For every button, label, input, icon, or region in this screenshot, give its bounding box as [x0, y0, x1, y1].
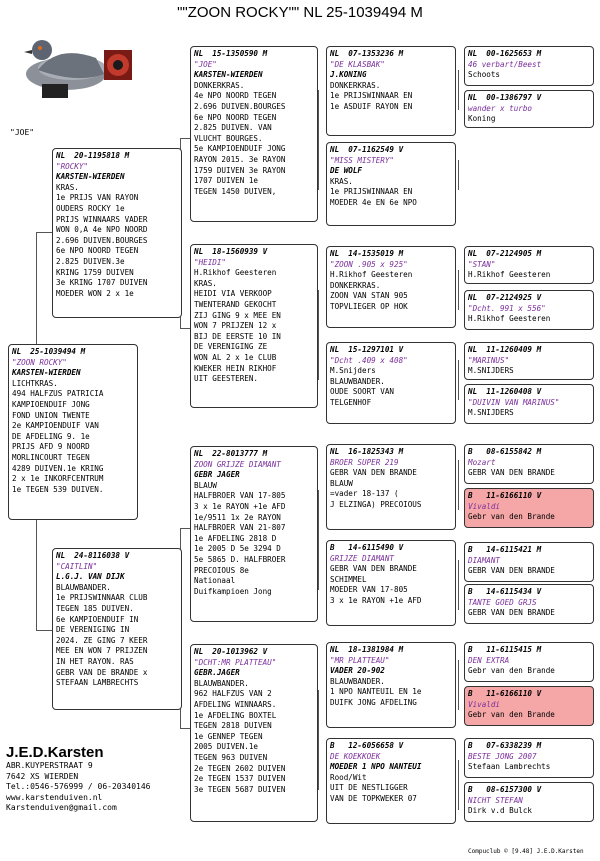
pedigree-line: 2e TEGEN 1537 DUIVEN [194, 774, 286, 784]
connector-line [180, 728, 190, 729]
pigeon-name: NICHT STEFAN [468, 795, 523, 805]
connector-line [318, 290, 319, 380]
breeder-info [6, 744, 151, 814]
pedigree-line: 1759 DUIVEN 3e RAYON [194, 165, 286, 175]
pedigree-line: Duifkampioen Jong [194, 586, 272, 596]
pedigree-line: FOND UNION TWENTE [12, 410, 90, 420]
pigeon-name: "ZOON ROCKY" [12, 357, 67, 367]
pedigree-line: ZOON VAN STAN 905 [330, 291, 408, 301]
pedigree-line: DE VERENIGING IN [56, 625, 130, 635]
pedigree-line: KAMPIOENDUIF JONG [12, 399, 90, 409]
pedigree-line: 1e 2005 D 5e 3294 D [194, 544, 281, 554]
ring-number: NL 24-8116038 V [56, 551, 130, 560]
pedigree-line: 4289 DUIVEN.1e KRING [12, 463, 104, 473]
pigeon-card-sd[interactable] [190, 244, 318, 408]
ring-number: NL 20-1195818 M [56, 151, 130, 160]
pigeon-card-g2[interactable] [464, 90, 594, 128]
pedigree-line: IN HET RAYON. RAS [56, 656, 134, 666]
pedigree-line: DE VERENIGING ZE [194, 342, 268, 352]
pigeon-name: DE KOEKKOEK [330, 751, 381, 761]
pigeon-owner: VADER 20-902 [330, 666, 385, 676]
pedigree-line: VAN DE TOPKWEKER 07 [330, 793, 417, 803]
pedigree-line: 3e TEGEN 5687 DUIVEN [194, 784, 286, 794]
pedigree-line: 6e KAMPIOENDUIF IN [56, 614, 139, 624]
pigeon-card-dd[interactable] [190, 644, 318, 822]
pigeon-owner: Gebr van den Brande [468, 666, 555, 676]
pedigree-line: MOEDER WON 2 x 1e [56, 288, 134, 298]
footer-credit: Compuclub © [9.48] J.E.D.Karsten [468, 848, 584, 855]
pigeon-owner: MOEDER 1 NPO NANTEUI [330, 762, 422, 772]
pedigree-line: OUDERS ROCKY 1e [56, 203, 125, 213]
ring-number: NL 25-1039494 M [12, 347, 86, 356]
pigeon-name: Vivaldi [468, 699, 501, 709]
breeder-city: 7642 XS WIERDEN [6, 771, 79, 781]
breeder-phone: Tel.:0546-576999 / 06-20340146 [6, 782, 151, 791]
pedigree-line: 2024. ZE GING 7 KEER [56, 635, 148, 645]
ring-number: NL 00-1625653 M [468, 49, 542, 58]
pigeon-owner: L.G.J. VAN DIJK [56, 572, 125, 582]
pedigree-line: TEGEN 185 DUIVEN. [56, 603, 134, 613]
pigeon-card-g14[interactable] [464, 782, 594, 822]
connector-line [458, 160, 459, 190]
ring-number: B 14-6115434 V [468, 587, 542, 596]
pedigree-line: MEE EN WON 7 PRIJZEN [56, 646, 148, 656]
pigeon-owner: M.Snijders [330, 366, 376, 376]
pedigree-line: SCHIMMEL [330, 574, 367, 584]
connector-line [458, 270, 459, 310]
pedigree-line: 1e PRIJS VAN RAYON [56, 193, 139, 203]
pigeon-owner: H.Rikhof Geesteren [194, 268, 277, 278]
pedigree-line: HALFBROER VAN 21-807 [194, 523, 286, 533]
pedigree-line: MOEDER VAN 17-805 [330, 585, 408, 595]
pigeon-owner: GEBR VAN DEN BRANDE [330, 468, 417, 478]
ring-number: NL 07-2124905 M [468, 249, 542, 258]
pedigree-line: 1e AFDELING BOXTEL [194, 710, 277, 720]
pedigree-line: 1e AFDELING 2818 D [194, 533, 277, 543]
pigeon-owner: Koning [468, 114, 496, 124]
pedigree-line: KRAS. [194, 278, 217, 288]
ring-number: NL 07-1353236 M [330, 49, 404, 58]
pigeon-name: "HEIDI" [194, 257, 227, 267]
pedigree-line: WON AL 2 x 1e CLUB [194, 352, 277, 362]
connector-line [36, 232, 52, 233]
pedigree-line: BLAUW [194, 480, 217, 490]
pedigree-line: 1 NPO NANTEUIL EN 1e [330, 687, 422, 697]
pedigree-line: DUIFK JONG AFDELING [330, 697, 417, 707]
pigeon-owner: GEBR JAGER [194, 470, 240, 480]
pigeon-card-ss[interactable] [190, 46, 318, 222]
pedigree-line: 2005 DUIVEN.1e [194, 742, 259, 752]
pedigree-line: ZIJ GING 9 x MEE EN [194, 310, 281, 320]
connector-line [36, 550, 37, 630]
pedigree-line: BIJ DE EERSTE 10 IN [194, 331, 281, 341]
pigeon-owner: Gebr van den Brande [468, 710, 555, 720]
pedigree-line: DONKERKRAS. [330, 80, 381, 90]
pigeon-name: "ZOON .905 x 925" [330, 259, 408, 269]
pedigree-line: PRIJS AFD 9 NOORD [12, 442, 90, 452]
pigeon-card-g13[interactable] [464, 738, 594, 778]
pigeon-card-g12[interactable] [464, 686, 594, 726]
pedigree-line: 1707 DUIVEN 1e [194, 176, 259, 186]
pedigree-line: WON 0,A 4e NPO NOORD [56, 225, 148, 235]
pedigree-line: Rood/Wit [330, 772, 367, 782]
pigeon-name: DEN EXTRA [468, 655, 510, 665]
pedigree-line: TEGEN 2818 DUIVEN [194, 721, 272, 731]
pedigree-line: BLAUW [330, 478, 353, 488]
pigeon-card-dds[interactable] [326, 642, 456, 728]
ring-number: NL 00-1386797 V [468, 93, 542, 102]
sire-nickname-tag: "JOE" [10, 128, 35, 137]
connector-line [180, 328, 190, 329]
pedigree-line: 1e PRIJSWINNAAR CLUB [56, 593, 148, 603]
pedigree-line: 3 x 1e RAYON +1e AFD [330, 595, 422, 605]
pedigree-line: MOEDER 4e EN 6e NPO [330, 197, 417, 207]
breeder-address: ABR.KUYPERSTRAAT 9 [6, 761, 93, 770]
pigeon-name: TANTE GOED GRJS [468, 597, 537, 607]
pedigree-line: 2e KAMPIOENDUIF VAN [12, 421, 99, 431]
pedigree-line: 1e ASDUIF RAYON EN [330, 101, 413, 111]
pedigree-line: UIT DE NESTLIGGER [330, 783, 408, 793]
pigeon-owner: GEBR VAN DEN BRANDE [468, 468, 555, 478]
pigeon-card-dam[interactable] [52, 548, 182, 710]
pigeon-card-sdd[interactable] [326, 342, 456, 424]
ring-number: B 12-6056658 V [330, 741, 404, 750]
pigeon-name: ZOON GRIJZE DIAMANT [194, 459, 281, 469]
pedigree-line: J ELZINGA) PRECOIOUS [330, 499, 422, 509]
pedigree-line: 2 x 1e INKORFCENTRUM [12, 474, 104, 484]
pigeon-name: GRIJZE DIAMANT [330, 553, 395, 563]
pigeon-name: 46 verbart/Beest [468, 59, 542, 69]
pigeon-owner: H.Rikhof Geesteren [330, 270, 413, 280]
pedigree-line: =vader 18-137 ( [330, 489, 399, 499]
pigeon-card-sds[interactable] [326, 246, 456, 328]
connector-line [318, 90, 319, 190]
pigeon-name: BESTE JONG 2007 [468, 751, 537, 761]
ring-number: NL 16-1825343 M [330, 447, 404, 456]
pigeon-name: BROER SUPER 219 [330, 457, 399, 467]
pedigree-line: DONKERKRAS. [194, 80, 245, 90]
pigeon-owner: GEBR VAN DEN BRANDE [330, 564, 417, 574]
pedigree-line: 5e 5865 D. HALFBROER [194, 554, 286, 564]
pigeon-owner: KARSTEN-WIERDEN [56, 172, 125, 182]
ring-number: NL 22-8013777 M [194, 449, 268, 458]
pedigree-line: TWENTERAND GEKOCHT [194, 299, 277, 309]
pedigree-line: VLUCHT BOURGES. [194, 133, 263, 143]
pigeon-card-dsd[interactable] [326, 540, 456, 626]
pedigree-line: 1e PRIJSWINNAAR EN [330, 91, 413, 101]
pigeon-owner: Stefaan Lambrechts [468, 762, 551, 772]
connector-line [458, 460, 459, 510]
pedigree-line: 962 HALFZUS VAN 2 [194, 689, 272, 699]
connector-line [458, 70, 459, 110]
pedigree-line: Nationaal [194, 576, 236, 586]
pigeon-card-g3[interactable] [464, 246, 594, 284]
breeder-website-link[interactable]: www.karstenduiven.nl [6, 792, 103, 802]
pigeon-owner: DE WOLF [330, 166, 363, 176]
connector-line [36, 630, 52, 631]
pigeon-owner: H.Rikhof Geesteren [468, 270, 551, 280]
pigeon-name: wander x turbo [468, 103, 533, 113]
ring-number: NL 11-1260408 V [468, 387, 542, 396]
pedigree-line: 2.696 DUIVEN.BOURGES [194, 101, 286, 111]
pedigree-line: GEBR VAN DE BRANDE x [56, 667, 148, 677]
ring-number: B 11-6115415 M [468, 645, 542, 654]
pigeon-owner: Schoots [468, 70, 501, 80]
ring-number: NL 18-1560939 V [194, 247, 268, 256]
pedigree-line: 4e NPO NOORD TEGEN [194, 91, 277, 101]
pedigree-line: 2.825 DUIVEN.3e [56, 256, 125, 266]
pigeon-card-subject[interactable] [8, 344, 138, 520]
pigeon-name: "DE KLASBAK" [330, 59, 385, 69]
pigeon-logo [8, 14, 136, 100]
pedigree-line: HALFBROER VAN 17-805 [194, 491, 286, 501]
pedigree-line: RAYON 2015. 3e RAYON [194, 154, 286, 164]
pigeon-name: "Dcht. 991 x 556" [468, 303, 546, 313]
pigeon-name: "JOE" [194, 59, 217, 69]
pigeon-owner: GEBR.JAGER [194, 668, 240, 678]
ring-number: B 07-6338239 M [468, 741, 542, 750]
pigeon-owner: GEBR VAN DEN BRANDE [468, 608, 555, 618]
pedigree-line: PRECOIOUS 8e [194, 565, 249, 575]
pigeon-card-g10[interactable] [464, 584, 594, 624]
pedigree-line: UIT GEESTEREN. [194, 374, 259, 384]
connector-line [458, 760, 459, 810]
breeder-name: J.E.D.Karsten [6, 744, 104, 761]
pigeon-card-g6[interactable] [464, 384, 594, 424]
pedigree-line: TEGEN 963 DUIVEN [194, 752, 268, 762]
ring-number: NL 07-2124925 V [468, 293, 542, 302]
pigeon-owner: M.SNIJDERS [468, 408, 514, 418]
pigeon-owner: KARSTEN-WIERDEN [194, 70, 263, 80]
pedigree-line: BLAUWBANDER. [56, 582, 111, 592]
pigeon-name: "MR PLATTEAU" [330, 655, 390, 665]
ring-number: B 14-6115490 V [330, 543, 404, 552]
pigeon-name: "MISS MISTERY" [330, 155, 395, 165]
pedigree-line: AFDELING WINNAARS. [194, 699, 277, 709]
pedigree-line: BLAUWBANDER. [194, 678, 249, 688]
pedigree-line: KRING 1759 DUIVEN [56, 267, 134, 277]
pedigree-line: PRIJS WINNAARS VADER [56, 214, 148, 224]
pigeon-card-g11[interactable] [464, 642, 594, 682]
pedigree-line: 3e KRING 1707 DUIVEN [56, 278, 148, 288]
pedigree-line: KWEKER HEIN RIKHOF [194, 363, 277, 373]
pedigree-line: KRAS. [56, 182, 79, 192]
pedigree-line: HEIDI VIA VERKOOP [194, 289, 272, 299]
connector-line [180, 528, 190, 529]
pedigree-line: BLAUWBANDER. [330, 376, 385, 386]
pedigree-line: TEGEN 1450 DUIVEN, [194, 186, 277, 196]
pigeon-card-g9[interactable] [464, 542, 594, 582]
pedigree-line: STEFAAN LAMBRECHTS [56, 678, 139, 688]
pedigree-line: 3 x 1e RAYON +1e AFD [194, 501, 286, 511]
pedigree-line: KRAS. [330, 176, 353, 186]
pigeon-owner: Dirk v.d Bulck [468, 806, 533, 816]
pigeon-card-ds[interactable] [190, 446, 318, 622]
pigeon-owner: Gebr van den Brande [468, 512, 555, 522]
pigeon-name: "DUIVIN VAN MARINUS" [468, 397, 560, 407]
ring-number: NL 18-1381984 M [330, 645, 404, 654]
connector-line [458, 360, 459, 400]
pigeon-owner: J.KONING [330, 70, 367, 80]
connector-line [458, 660, 459, 710]
pigeon-name: DIAMANT [468, 555, 501, 565]
pigeon-name: "Dcht .409 x 408" [330, 355, 408, 365]
connector-line [318, 690, 319, 790]
ring-number: NL 15-1350590 M [194, 49, 268, 58]
pedigree-line: 2.696 DUIVEN.BOURGES [56, 235, 148, 245]
page-title: ""ZOON ROCKY"" NL 25-1039494 M [177, 4, 423, 21]
pigeon-owner: H.Rikhof Geesteren [468, 314, 551, 324]
ring-number: B 11-6166110 V [468, 491, 542, 500]
pedigree-line: LICHTKRAS. [12, 378, 58, 388]
pigeon-card-dss[interactable] [326, 444, 456, 530]
pigeon-owner: KARSTEN-WIERDEN [12, 368, 81, 378]
pigeon-name: "MARINUS" [468, 355, 510, 365]
pedigree-line: 5e KAMPIOENDUIF JONG [194, 144, 286, 154]
pigeon-card-g7[interactable] [464, 444, 594, 484]
pigeon-card-g5[interactable] [464, 342, 594, 380]
pigeon-card-ssd[interactable] [326, 142, 456, 226]
pigeon-card-sire[interactable] [52, 148, 182, 318]
pigeon-name: "DCHT:MR PLATTEAU" [194, 657, 277, 667]
pedigree-line: MORLINCOURT TEGEN [12, 452, 90, 462]
ring-number: B 08-6157300 V [468, 785, 542, 794]
pedigree-line: 2e TEGEN 2602 DUIVEN [194, 763, 286, 773]
pedigree-line: 6e NPO NOORD TEGEN [56, 246, 139, 256]
pedigree-line: TELGENHOF [330, 397, 372, 407]
pigeon-name: "ROCKY" [56, 161, 89, 171]
pigeon-owner: M.SNIJDERS [468, 366, 514, 376]
pedigree-line: 1e TEGEN 539 DUIVEN. [12, 484, 104, 494]
pigeon-name: Mozart [468, 457, 496, 467]
connector-line [458, 560, 459, 610]
ring-number: NL 15-1297101 V [330, 345, 404, 354]
pedigree-line: DE AFDELING 9. 1e [12, 431, 90, 441]
pedigree-line: TOPVLIEGER OP HOK [330, 301, 408, 311]
pedigree-line: 1e GENNEP TEGEN [194, 731, 263, 741]
pigeon-card-g4[interactable] [464, 290, 594, 330]
pedigree-line: 1e/9511 1x 2e RAYON [194, 512, 281, 522]
connector-line [180, 138, 190, 139]
pigeon-card-g8[interactable] [464, 488, 594, 528]
pedigree-line: DONKERKRAS. [330, 280, 381, 290]
pigeon-name: "CAITLIN" [56, 561, 98, 571]
ring-number: NL 11-1260409 M [468, 345, 542, 354]
pigeon-name: "STAN" [468, 259, 496, 269]
connector-line [36, 232, 37, 316]
pigeon-card-ddd[interactable] [326, 738, 456, 824]
ring-number: NL 07-1162549 V [330, 145, 404, 154]
pedigree-line: 2.825 DUIVEN. VAN [194, 123, 272, 133]
pigeon-card-sss[interactable] [326, 46, 456, 136]
pigeon-owner: GEBR VAN DEN BRANDE [468, 566, 555, 576]
pigeon-card-g1[interactable] [464, 46, 594, 86]
connector-line [36, 520, 37, 550]
pedigree-line: 1e PRIJSWINNAAR EN [330, 187, 413, 197]
breeder-email-link[interactable]: Karstenduiven@gmail.com [6, 803, 117, 812]
ring-number: NL 14-1535019 M [330, 249, 404, 258]
pedigree-line: 6e NPO NOORD TEGEN [194, 112, 277, 122]
pedigree-line: WON 7 PRIJZEN 12 x [194, 321, 277, 331]
ring-number: B 08-6155842 M [468, 447, 542, 456]
connector-line [36, 316, 37, 344]
ring-number: B 11-6166110 V [468, 689, 542, 698]
pedigree-line: OUDE SOORT VAN [330, 387, 395, 397]
ring-number: NL 20-1013962 V [194, 647, 268, 656]
connector-line [318, 490, 319, 590]
pedigree-line: 494 HALFZUS PATRICIA [12, 389, 104, 399]
pigeon-name: Vivaldi [468, 501, 501, 511]
ring-number: B 14-6115421 M [468, 545, 542, 554]
pedigree-line: BLAUWBANDER. [330, 676, 385, 686]
